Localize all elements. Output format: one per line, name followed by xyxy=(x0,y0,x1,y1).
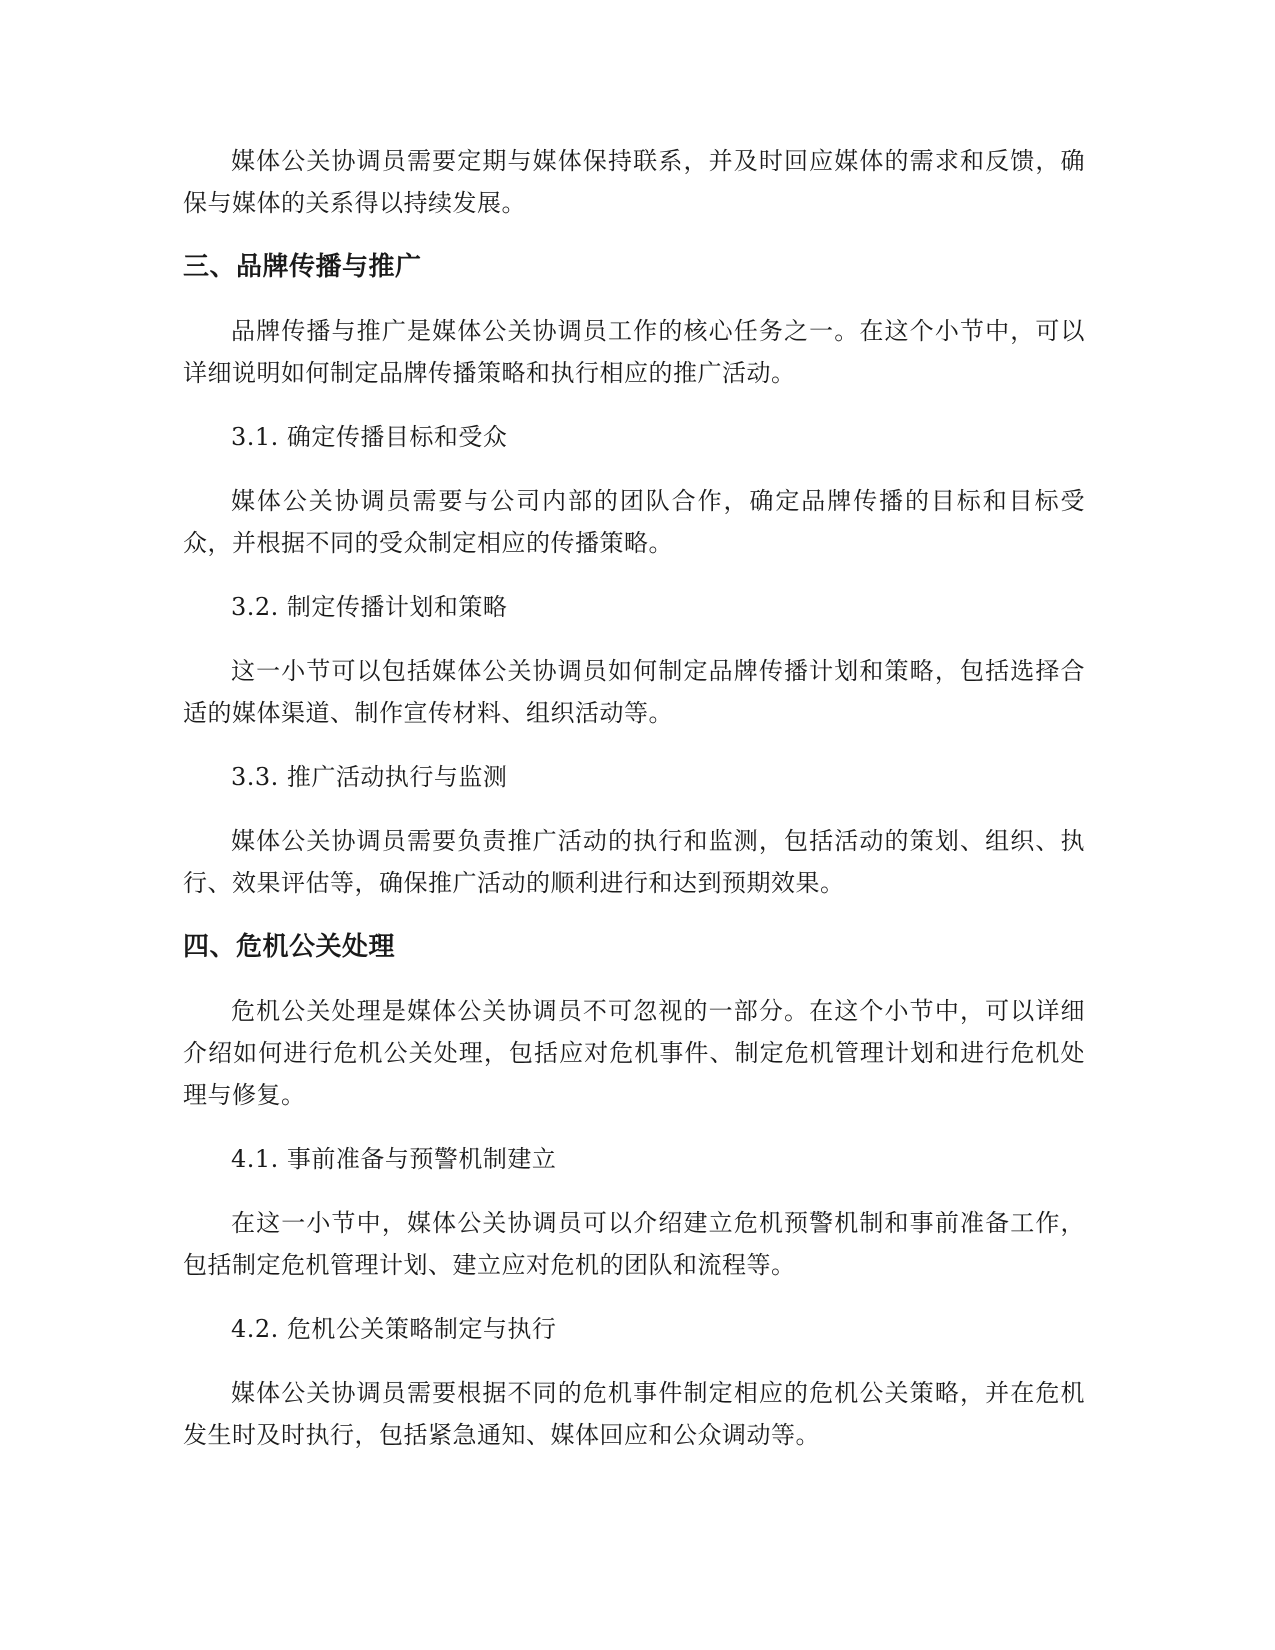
subheading-3-3: 3.3. 推广活动执行与监测 xyxy=(231,763,508,791)
paragraph-media-contact: 媒体公关协调员需要定期与媒体保持联系，并及时回应媒体的需求和反馈，确保与媒体的关系得以持续发展。 xyxy=(183,147,1085,217)
subheading-4-1: 4.1. 事前准备与预警机制建立 xyxy=(231,1145,557,1173)
paragraph-3-1: 媒体公关协调员需要与公司内部的团队合作，确定品牌传播的目标和目标受众，并根据不同的受众制定相应的传播策略。 xyxy=(183,487,1085,557)
subheading-4-2: 4.2. 危机公关策略制定与执行 xyxy=(231,1315,557,1343)
paragraph-4-1: 在这一小节中，媒体公关协调员可以介绍建立危机预警机制和事前准备工作，包括制定危机管理计划、建立应对危机的团队和流程等。 xyxy=(183,1209,1085,1279)
section-heading-3: 三、品牌传播与推广 xyxy=(183,252,422,282)
paragraph-3-2: 这一小节可以包括媒体公关协调员如何制定品牌传播计划和策略，包括选择合适的媒体渠道、制作宣传材料、组织活动等。 xyxy=(183,657,1085,727)
subheading-3-2: 3.2. 制定传播计划和策略 xyxy=(231,593,508,621)
subheading-3-1: 3.1. 确定传播目标和受众 xyxy=(231,423,508,451)
paragraph-crisis-intro: 危机公关处理是媒体公关协调员不可忽视的一部分。在这个小节中，可以详细介绍如何进行危机公关处理，包括应对危机事件、制定危机管理计划和进行危机处理与修复。 xyxy=(183,997,1085,1109)
paragraph-4-2: 媒体公关协调员需要根据不同的危机事件制定相应的危机公关策略，并在危机发生时及时执行，包括紧急通知、媒体回应和公众调动等。 xyxy=(183,1379,1085,1449)
section-heading-4: 四、危机公关处理 xyxy=(183,932,396,962)
paragraph-brand-intro: 品牌传播与推广是媒体公关协调员工作的核心任务之一。在这个小节中，可以详细说明如何制定品牌传播策略和执行相应的推广活动。 xyxy=(183,317,1085,387)
document-body xyxy=(183,140,1085,1478)
paragraph-3-3: 媒体公关协调员需要负责推广活动的执行和监测，包括活动的策划、组织、执行、效果评估等，确保推广活动的顺利进行和达到预期效果。 xyxy=(183,827,1085,897)
